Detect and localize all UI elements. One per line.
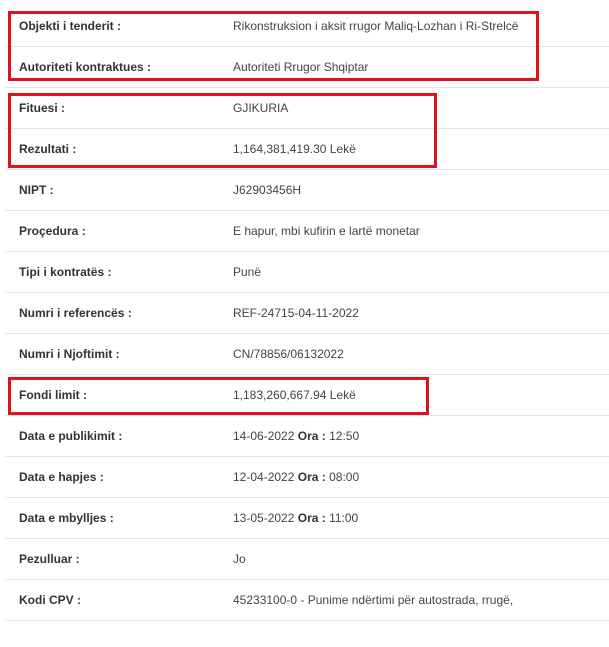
label-tipi: Tipi i kontratës : bbox=[19, 265, 112, 279]
label-fondi-limit: Fondi limit : bbox=[19, 388, 87, 402]
label-fituesi: Fituesi : bbox=[19, 101, 66, 115]
value-procedura: E hapur, mbi kufirin e lartë monetar bbox=[233, 224, 420, 238]
label-procedura: Proçedura : bbox=[19, 224, 86, 238]
row-data-hapjes bbox=[5, 457, 609, 498]
row-tipi bbox=[5, 252, 609, 293]
label-numri-njoftimit: Numri i Njoftimit : bbox=[19, 347, 120, 361]
row-numri-njoftimit bbox=[5, 334, 609, 375]
row-pezulluar bbox=[5, 539, 609, 580]
row-objekti bbox=[5, 6, 609, 47]
value-nipt: J62903456H bbox=[233, 183, 302, 197]
value-numri-references: REF-24715-04-11-2022 bbox=[233, 306, 359, 320]
row-fituesi bbox=[5, 88, 609, 129]
row-fondi-limit bbox=[5, 375, 609, 416]
date-hapjes: 12-04-2022 bbox=[233, 470, 295, 484]
row-rezultati bbox=[5, 129, 609, 170]
row-nipt bbox=[5, 170, 609, 211]
value-numri-njoftimit: CN/78856/06132022 bbox=[233, 347, 344, 361]
ora-label: Ora : bbox=[297, 470, 326, 484]
time-mbylljes: 11:00 bbox=[329, 511, 359, 525]
time-publikimit: 12:50 bbox=[329, 429, 360, 443]
value-autoriteti: Autoriteti Rrugor Shqiptar bbox=[233, 60, 369, 74]
value-pezulluar: Jo bbox=[233, 552, 246, 566]
row-numri-references bbox=[5, 293, 609, 334]
row-autoriteti bbox=[5, 47, 609, 88]
row-procedura bbox=[5, 211, 609, 252]
value-data-mbylljes bbox=[233, 498, 358, 539]
date-mbylljes: 13-05-2022 bbox=[233, 511, 295, 525]
label-pezulluar: Pezulluar : bbox=[19, 552, 80, 566]
value-data-publikimit bbox=[233, 416, 359, 457]
value-objekti: Rikonstruksion i aksit rrugor Maliq-Lozhan i Ri-Strelcë bbox=[233, 19, 519, 33]
label-kodi-cpv: Kodi CPV : bbox=[19, 593, 81, 607]
label-autoriteti: Autoriteti kontraktues : bbox=[19, 60, 152, 74]
label-objekti: Objekti i tenderit : bbox=[19, 19, 122, 33]
value-kodi-cpv: 45233100-0 - Punime ndërtimi për autostrada, rrugë, bbox=[233, 593, 514, 607]
value-tipi: Punë bbox=[233, 265, 262, 279]
label-numri-references: Numri i referencës : bbox=[19, 306, 132, 320]
ora-label: Ora : bbox=[297, 429, 326, 443]
label-data-mbylljes: Data e mbylljes : bbox=[19, 511, 114, 525]
row-data-publikimit bbox=[5, 416, 609, 457]
label-data-publikimit: Data e publikimit : bbox=[19, 429, 123, 443]
tender-details-table bbox=[5, 6, 609, 621]
date-publikimit: 14-06-2022 bbox=[233, 429, 295, 443]
label-rezultati: Rezultati : bbox=[19, 142, 77, 156]
label-nipt: NIPT : bbox=[19, 183, 54, 197]
ora-label: Ora : bbox=[297, 511, 326, 525]
row-kodi-cpv bbox=[5, 580, 609, 621]
time-hapjes: 08:00 bbox=[329, 470, 360, 484]
row-data-mbylljes bbox=[5, 498, 609, 539]
value-rezultati: 1,164,381,419.30 Lekë bbox=[233, 142, 356, 156]
value-data-hapjes bbox=[233, 457, 359, 498]
value-fondi-limit: 1,183,260,667.94 Lekë bbox=[233, 388, 356, 402]
label-data-hapjes: Data e hapjes : bbox=[19, 470, 104, 484]
value-fituesi: GJIKURIA bbox=[233, 101, 289, 115]
